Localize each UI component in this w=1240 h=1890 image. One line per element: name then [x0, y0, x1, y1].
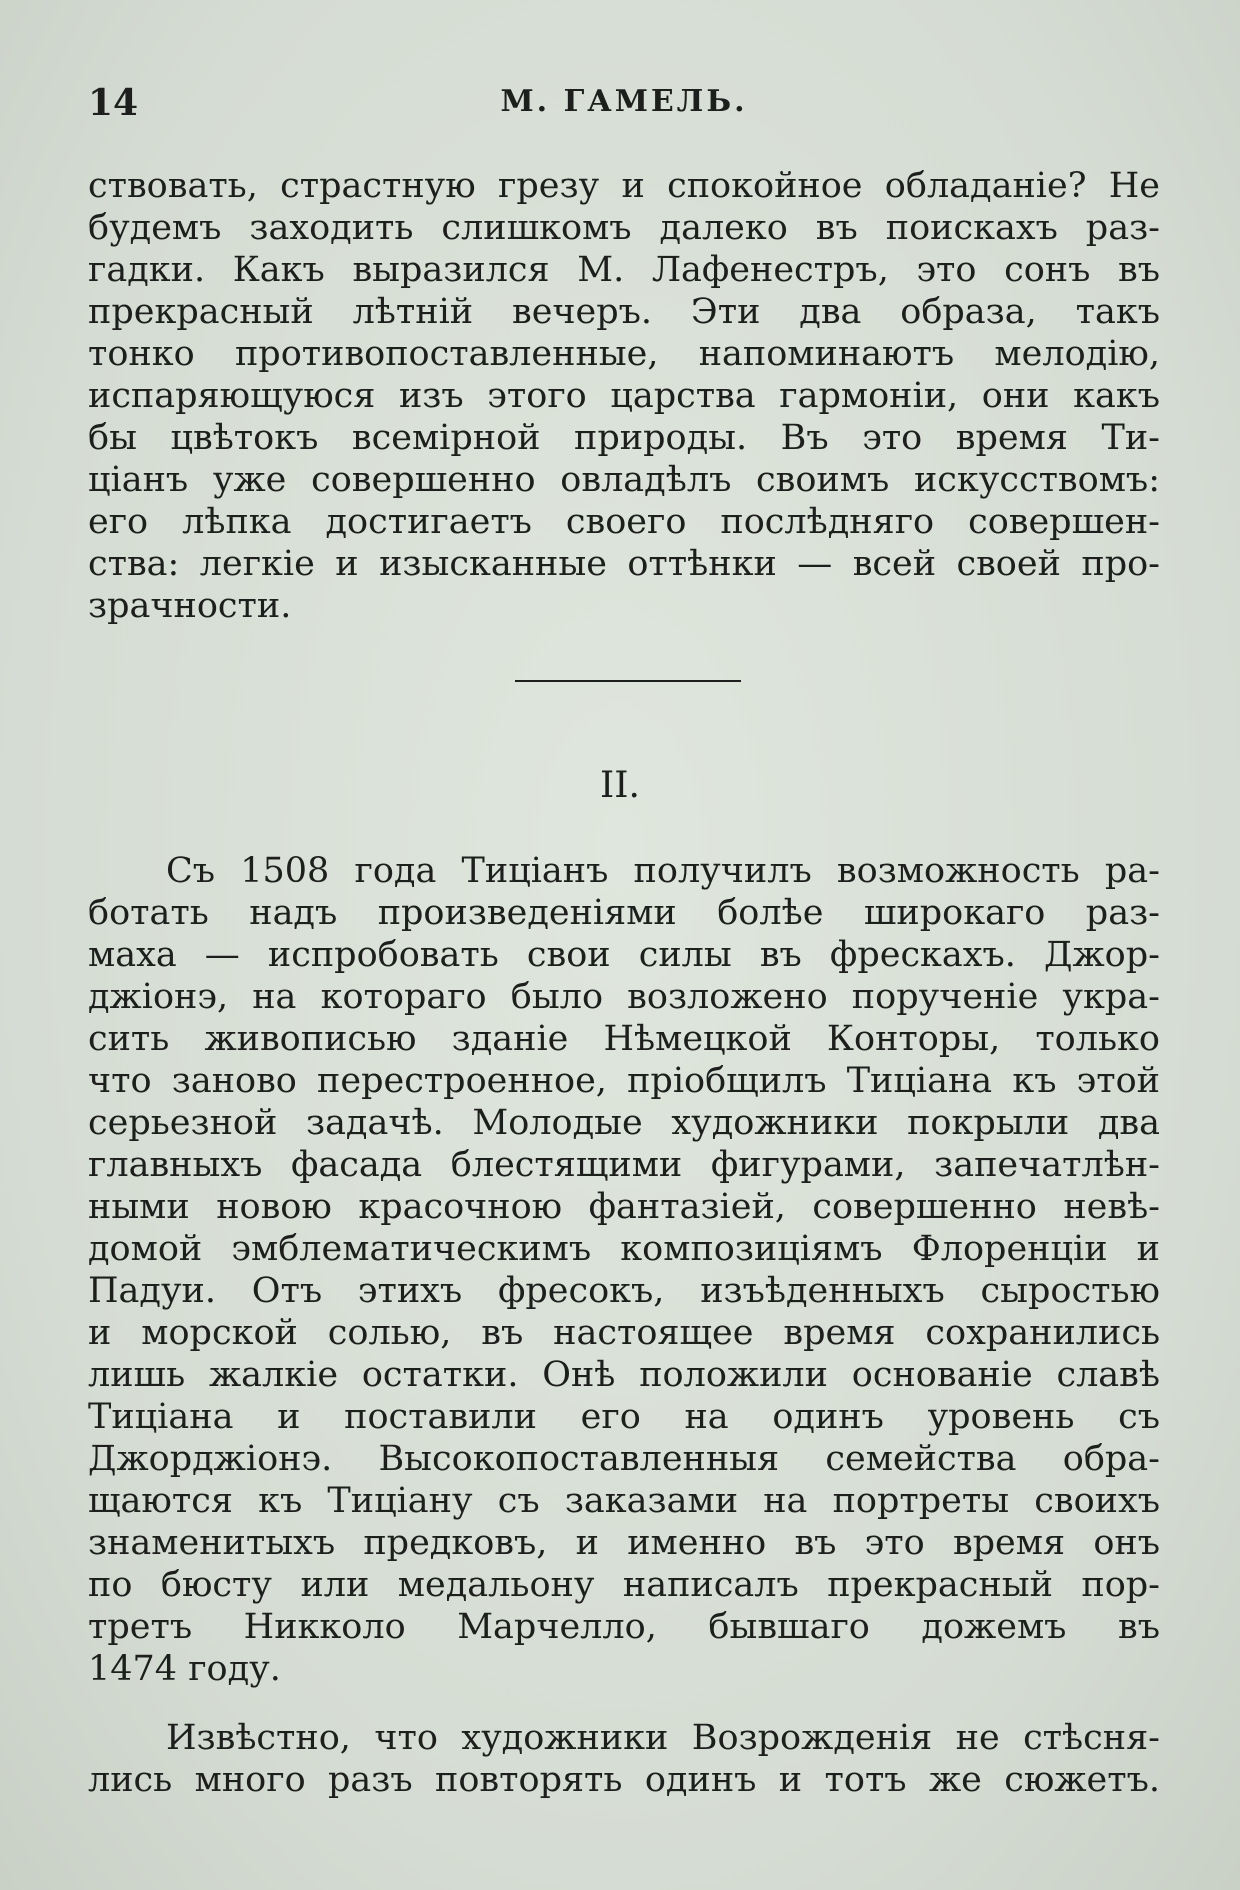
text-line: джiонэ, на котораго было возложено порученiе укра-: [88, 977, 1160, 1017]
section-divider: [515, 680, 741, 682]
text-line: серьезной задачѣ. Молодые художники покрыли два: [88, 1103, 1160, 1143]
running-title: М. ГАМЕЛЬ.: [500, 84, 748, 119]
text-line: что заново перестроенное, прiобщилъ Тицiана къ этой: [88, 1061, 1160, 1101]
text-line: щаются къ Тицiану съ заказами на портреты своихъ: [88, 1481, 1160, 1521]
text-line: и морской солью, въ настоящее время сохранились: [88, 1313, 1160, 1353]
text-line: его лѣпка достигаетъ своего послѣдняго совершен-: [88, 502, 1160, 542]
text-line: сить живописью зданiе Нѣмецкой Конторы, только: [88, 1019, 1160, 1059]
text-line: испаряющуюся изъ этого царства гармонiи, они какъ: [88, 376, 1160, 416]
text-line: Джорджiонэ. Высокопоставленныя семейства обра-: [88, 1439, 1160, 1479]
text-line: лись много разъ повторять одинъ и тотъ же сюжетъ.: [88, 1760, 1160, 1800]
section-heading: II.: [600, 765, 640, 806]
text-line: прекрасный лѣтнiй вечеръ. Эти два образа, такъ: [88, 292, 1160, 332]
text-line: ботать надъ произведенiями болѣе широкаго раз-: [88, 893, 1160, 933]
paragraph-continued: [88, 165, 1160, 627]
paragraph: [88, 1717, 1160, 1801]
page-number: 14: [88, 82, 139, 124]
text-line: гадки. Какъ выразился М. Лафенестръ, это сонъ въ: [88, 250, 1160, 290]
text-line: ствовать, страстную грезу и спокойное обладанiе? Не: [88, 166, 1160, 206]
running-head: [88, 82, 1160, 132]
text-line: Падуи. Отъ этихъ фресокъ, изъѣденныхъ сыростью: [88, 1271, 1160, 1311]
text-line: маха — испробовать свои силы въ фрескахъ. Джор-: [88, 935, 1160, 975]
text-line: зрачности.: [88, 586, 292, 626]
text-line: цiанъ уже совершенно овладѣлъ своимъ искусствомъ:: [88, 460, 1160, 500]
text-line: лишь жалкiе остатки. Онѣ положили основанiе славѣ: [88, 1355, 1160, 1395]
text-line: Извѣстно, что художники Возрожденiя не стѣсня-: [166, 1718, 1160, 1758]
text-line: знаменитыхъ предковъ, и именно въ это время онъ: [88, 1523, 1160, 1563]
text-line: бы цвѣтокъ всемiрной природы. Въ это время Ти-: [88, 418, 1160, 458]
text-line: будемъ заходить слишкомъ далеко въ поискахъ раз-: [88, 208, 1160, 248]
text-line: Тицiана и поставили его на одинъ уровень съ: [88, 1397, 1160, 1437]
paragraph: [88, 850, 1160, 1690]
text-line: Съ 1508 года Тицiанъ получилъ возможность ра-: [166, 851, 1160, 891]
text-line: главныхъ фасада блестящими фигурами, запечатлѣн-: [88, 1145, 1160, 1185]
text-line: по бюсту или медальону написалъ прекрасный пор-: [88, 1565, 1160, 1605]
text-line: третъ Никколо Марчелло, бывшаго дожемъ въ: [88, 1607, 1160, 1647]
text-line: ства: легкiе и изысканные оттѣнки — всей своей про-: [88, 544, 1160, 584]
text-line: домой эмблематическимъ композицiямъ Флоренцiи и: [88, 1229, 1160, 1269]
text-line: 1474 году.: [88, 1649, 281, 1689]
text-line: ными новою красочною фантазiей, совершенно невѣ-: [88, 1187, 1160, 1227]
text-line: тонко противопоставленные, напоминаютъ мелодiю,: [88, 334, 1160, 374]
